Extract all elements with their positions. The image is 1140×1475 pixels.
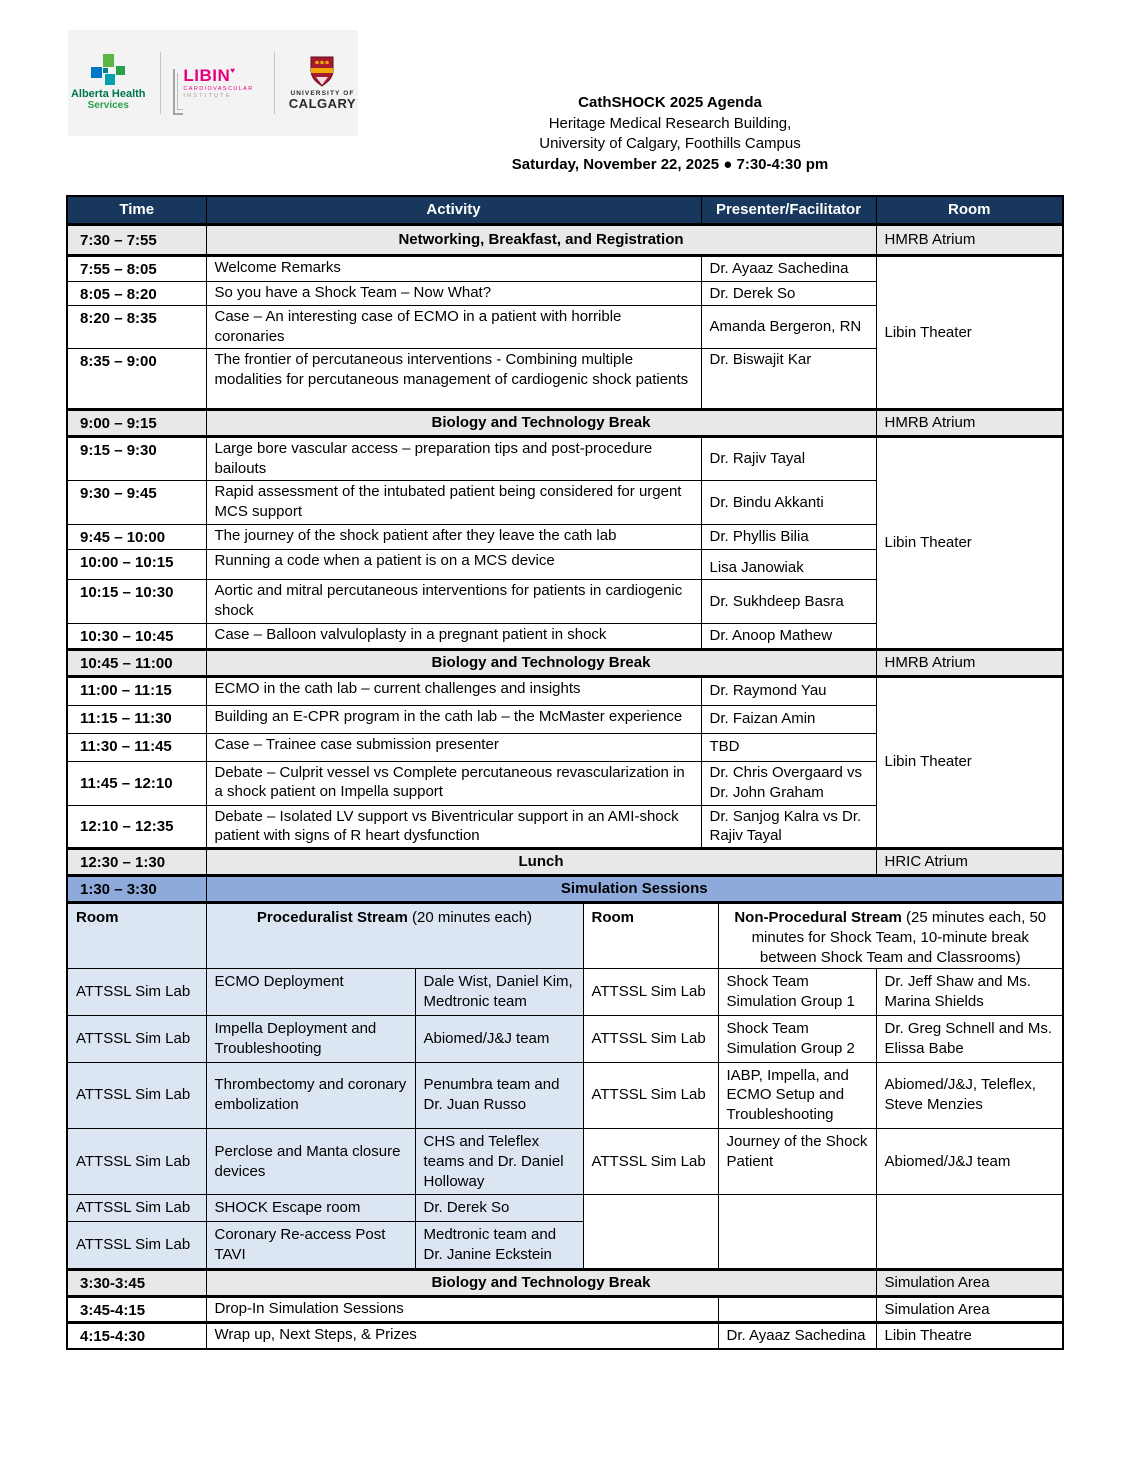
room-cell: ATTSSL Sim Lab: [67, 1128, 206, 1194]
presenter-cell: Dr. Sukhdeep Basra: [701, 579, 876, 623]
column-header-room: Room: [876, 196, 1063, 224]
logo-strip: [68, 30, 358, 136]
libin-logo-sub2: INSTITUTE: [183, 93, 232, 99]
table-row: [67, 849, 1063, 876]
activity-cell: Rapid assessment of the intubated patient being considered for urgent MCS support: [206, 481, 701, 525]
page-title: CathSHOCK 2025 Agenda: [578, 94, 762, 111]
table-row: [67, 1062, 1063, 1128]
activity-cell: Debate – Isolated LV support vs Biventricular support in an AMI-shock patient with signs of R heart dysfunction: [206, 805, 701, 849]
room-cell: Libin Theatre: [876, 1323, 1063, 1349]
activity-cell: Impella Deployment and Troubleshooting: [206, 1015, 415, 1062]
time-cell: 9:00 – 9:15: [67, 410, 206, 437]
table-row: [67, 649, 1063, 676]
activity-cell: Running a code when a patient is on a MCS device: [206, 549, 701, 579]
presenter-cell: Dr. Ayaaz Sachedina: [701, 255, 876, 281]
room-cell: Libin Theater: [876, 676, 1063, 849]
team-cell: Dr. Jeff Shaw and Ms. Marina Shields: [876, 969, 1063, 1016]
date-time-line: Saturday, November 22, 2025 ● 7:30-4:30 pm: [511, 156, 829, 174]
band-label: Networking, Breakfast, and Registration: [206, 224, 876, 255]
team-cell: Penumbra team and Dr. Juan Russo: [415, 1062, 583, 1128]
time-cell: 3:30-3:45: [67, 1269, 206, 1296]
logo-divider: [274, 52, 275, 114]
activity-cell: Large bore vascular access – preparation tips and post-procedure bailouts: [206, 437, 701, 481]
team-cell: Abiomed/J&J team: [415, 1015, 583, 1062]
time-cell: 9:15 – 9:30: [67, 437, 206, 481]
room-cell: ATTSSL Sim Lab: [583, 1128, 718, 1194]
room-cell: HMRB Atrium: [876, 410, 1063, 437]
alberta-health-services-logo: [68, 54, 148, 111]
activity-cell: Case – Balloon valvuloplasty in a pregnant patient in shock: [206, 623, 701, 649]
table-row: [67, 1128, 1063, 1194]
presenter-cell: Dr. Ayaaz Sachedina: [718, 1323, 876, 1349]
time-cell: 4:15-4:30: [67, 1323, 206, 1349]
room-cell: ATTSSL Sim Lab: [67, 1222, 206, 1270]
time-cell: 11:45 – 12:10: [67, 761, 206, 805]
time-cell: 10:00 – 10:15: [67, 549, 206, 579]
table-row: [67, 876, 1063, 903]
table-row: [67, 1015, 1063, 1062]
presenter-cell: Dr. Phyllis Bilia: [701, 525, 876, 550]
time-cell: 7:30 – 7:55: [67, 224, 206, 255]
room-cell: ATTSSL Sim Lab: [67, 1015, 206, 1062]
room-cell: Libin Theater: [876, 255, 1063, 410]
table-row: [67, 1269, 1063, 1296]
activity-cell: SHOCK Escape room: [206, 1195, 415, 1222]
team-cell: Dr. Greg Schnell and Ms. Elissa Babe: [876, 1015, 1063, 1062]
table-row: [67, 676, 1063, 705]
activity-cell: Shock Team Simulation Group 1: [718, 969, 876, 1016]
university-of-calgary-logo: [287, 56, 358, 110]
libin-bracket-icon-2: [177, 73, 183, 110]
team-cell: Abiomed/J&J team: [876, 1128, 1063, 1194]
ahs-logo-text-2: Services: [87, 100, 129, 112]
presenter-cell: Dr. Sanjog Kalra vs Dr. Rajiv Tayal: [701, 805, 876, 849]
activity-cell: Coronary Re-access Post TAVI: [206, 1222, 415, 1270]
activity-cell: Shock Team Simulation Group 2: [718, 1015, 876, 1062]
room-cell: ATTSSL Sim Lab: [67, 969, 206, 1016]
presenter-cell: Dr. Biswajit Kar: [701, 349, 876, 410]
time-cell: 10:30 – 10:45: [67, 623, 206, 649]
room-cell: ATTSSL Sim Lab: [67, 1195, 206, 1222]
presenter-cell: Dr. Derek So: [701, 281, 876, 306]
column-header-activity: Activity: [206, 196, 701, 224]
room-column-label: Room: [67, 902, 206, 968]
room-cell: HRIC Atrium: [876, 849, 1063, 876]
time-cell: 9:30 – 9:45: [67, 481, 206, 525]
simulation-subheader-row: [67, 902, 1063, 968]
team-cell: Dr. Derek So: [415, 1195, 583, 1222]
column-header-presenter: Presenter/Facilitator: [701, 196, 876, 224]
time-cell: 12:30 – 1:30: [67, 849, 206, 876]
ahs-logo-text: Alberta Health: [70, 88, 146, 101]
team-cell: Medtronic team and Dr. Janine Eckstein: [415, 1222, 583, 1270]
libin-institute-logo: [173, 67, 262, 99]
activity-cell: Aortic and mitral percutaneous interventions for patients in cardiogenic shock: [206, 579, 701, 623]
libin-heart-icon: ♥: [230, 66, 236, 75]
logo-divider: [160, 52, 161, 114]
time-cell: 9:45 – 10:00: [67, 525, 206, 550]
activity-cell: Wrap up, Next Steps, & Prizes: [206, 1323, 718, 1349]
band-label: Lunch: [206, 849, 876, 876]
time-cell: 8:05 – 8:20: [67, 281, 206, 306]
time-cell: 10:15 – 10:30: [67, 579, 206, 623]
presenter-cell: TBD: [701, 733, 876, 761]
presenter-cell: Lisa Janowiak: [701, 549, 876, 579]
room-cell: ATTSSL Sim Lab: [583, 969, 718, 1016]
time-cell: 10:45 – 11:00: [67, 649, 206, 676]
activity-cell: The frontier of percutaneous interventions - Combining multiple modalities for percutaneous management of cardiogenic shock patients: [206, 349, 701, 410]
venue-line-1: Heritage Medical Research Building,: [548, 114, 792, 132]
room-cell: ATTSSL Sim Lab: [67, 1062, 206, 1128]
title-block: [430, 93, 910, 176]
time-cell: 8:35 – 9:00: [67, 349, 206, 410]
activity-cell: Debate – Culprit vessel vs Complete percutaneous revascularization in a shock patient on Impella support: [206, 761, 701, 805]
table-row: [67, 255, 1063, 281]
ucalgary-shield-icon: [309, 56, 335, 88]
non-procedural-stream-label: Non-Procedural Stream (25 minutes each, 50 minutes for Shock Team, 10-minute break between Shock Team and Classrooms): [718, 902, 1063, 968]
room-cell: HMRB Atrium: [876, 649, 1063, 676]
time-cell: 1:30 – 3:30: [67, 876, 206, 903]
room-cell: Simulation Area: [876, 1296, 1063, 1323]
table-row: [67, 437, 1063, 481]
time-cell: 11:00 – 11:15: [67, 676, 206, 705]
table-row: [67, 1296, 1063, 1323]
empty-cell: [583, 1195, 718, 1269]
room-cell: Simulation Area: [876, 1269, 1063, 1296]
time-cell: 11:30 – 11:45: [67, 733, 206, 761]
presenter-cell: Dr. Rajiv Tayal: [701, 437, 876, 481]
activity-cell: ECMO in the cath lab – current challenges and insights: [206, 676, 701, 705]
table-header-row: [67, 196, 1063, 224]
table-row: [67, 410, 1063, 437]
libin-logo-text: LIBIN: [183, 66, 231, 85]
time-cell: 7:55 – 8:05: [67, 255, 206, 281]
proceduralist-stream-label: Proceduralist Stream (20 minutes each): [206, 902, 583, 968]
room-cell: Libin Theater: [876, 437, 1063, 650]
band-label: Biology and Technology Break: [206, 1269, 876, 1296]
table-row: [67, 224, 1063, 255]
activity-cell: Journey of the Shock Patient: [718, 1128, 876, 1194]
time-cell: 8:20 – 8:35: [67, 306, 206, 349]
activity-cell: Case – An interesting case of ECMO in a patient with horrible coronaries: [206, 306, 701, 349]
room-cell: ATTSSL Sim Lab: [583, 1062, 718, 1128]
presenter-cell: Dr. Chris Overgaard vs Dr. John Graham: [701, 761, 876, 805]
band-label: Biology and Technology Break: [206, 410, 876, 437]
empty-presenter-cell: [718, 1296, 876, 1323]
ucalgary-logo-text1: UNIVERSITY OF: [290, 90, 355, 97]
table-row: [67, 1323, 1063, 1349]
activity-cell: Building an E-CPR program in the cath lab – the McMaster experience: [206, 705, 701, 733]
band-label: Biology and Technology Break: [206, 649, 876, 676]
agenda-table: [66, 195, 1064, 1350]
activity-cell: The journey of the shock patient after they leave the cath lab: [206, 525, 701, 550]
table-row: [67, 1195, 1063, 1222]
presenter-cell: Dr. Anoop Mathew: [701, 623, 876, 649]
venue-line-2: University of Calgary, Foothills Campus: [539, 135, 801, 153]
activity-cell: Perclose and Manta closure devices: [206, 1128, 415, 1194]
presenter-cell: Dr. Bindu Akkanti: [701, 481, 876, 525]
presenter-cell: Dr. Faizan Amin: [701, 705, 876, 733]
team-cell: Abiomed/J&J, Teleflex, Steve Menzies: [876, 1062, 1063, 1128]
team-cell: CHS and Teleflex teams and Dr. Daniel Holloway: [415, 1128, 583, 1194]
room-column-label: Room: [583, 902, 718, 968]
ucalgary-logo-text2: CALGARY: [288, 96, 357, 111]
presenter-cell: Amanda Bergeron, RN: [701, 306, 876, 349]
time-cell: 12:10 – 12:35: [67, 805, 206, 849]
ahs-cross-icon: [91, 54, 125, 86]
presenter-cell: Dr. Raymond Yau: [701, 676, 876, 705]
activity-cell: ECMO Deployment: [206, 969, 415, 1016]
team-cell: Dale Wist, Daniel Kim, Medtronic team: [415, 969, 583, 1016]
time-cell: 11:15 – 11:30: [67, 705, 206, 733]
activity-cell: So you have a Shock Team – Now What?: [206, 281, 701, 306]
activity-cell: Welcome Remarks: [206, 255, 701, 281]
empty-cell: [718, 1195, 876, 1269]
empty-cell: [876, 1195, 1063, 1269]
activity-cell: Thrombectomy and coronary embolization: [206, 1062, 415, 1128]
room-cell: ATTSSL Sim Lab: [583, 1015, 718, 1062]
band-label: Simulation Sessions: [206, 876, 1063, 903]
room-cell: HMRB Atrium: [876, 224, 1063, 255]
column-header-time: Time: [67, 196, 206, 224]
activity-cell: Case – Trainee case submission presenter: [206, 733, 701, 761]
activity-cell: IABP, Impella, and ECMO Setup and Troubleshooting: [718, 1062, 876, 1128]
time-cell: 3:45-4:15: [67, 1296, 206, 1323]
activity-cell: Drop-In Simulation Sessions: [206, 1296, 718, 1323]
table-row: [67, 969, 1063, 1016]
libin-logo-sub1: CARDIOVASCULAR: [183, 86, 254, 92]
